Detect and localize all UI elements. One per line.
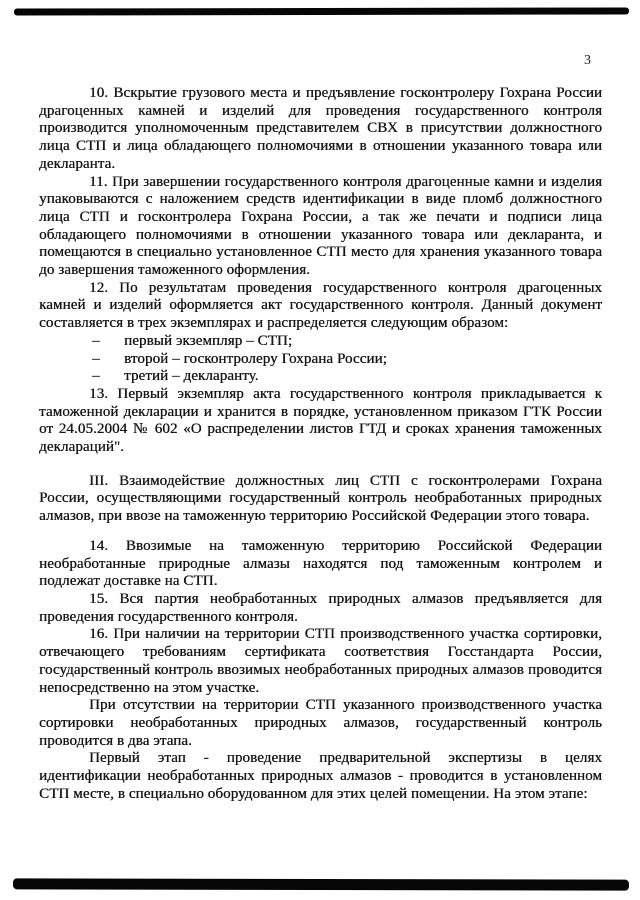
list-item-text: третий – декларанту. (124, 368, 259, 385)
paragraph: 10. Вскрытие грузового места и предъявление госконтролеру Гохрана России драгоценных камней и изделий для проведения государственного контроля производится уполномоченным представителем СВХ в присутствии должностного лица СТП и лица обладающего полномочиями в отношении указанного товара или декларанта. (39, 85, 602, 172)
paragraph: 16. При наличии на территории СТП производственного участка сортировки, отвечающего требованиям сертификата соответствия Госстандарта России, государственный контроль ввозимых необработанных природных алмазов проводится непосредственно на этом участке. (39, 626, 602, 696)
page-number: 3 (584, 53, 591, 68)
paragraph: 14. Ввозимые на таможенную территорию Российской Федерации необработанные природные алмазы находятся под таможенным контролем и подлежат доставке на СТП. (39, 537, 602, 590)
list-item (39, 333, 602, 351)
paragraph: 15. Вся партия необработанных природных алмазов предъявляется для проведения государственного контроля. (39, 590, 602, 625)
paragraph: 13. Первый экземпляр акта государственного контроля прикладывается к таможенной декларации и хранится в порядке, установленном приказом ГТК России от 24.05.2004 № 602 «О распределении листов ГТД и сроках хранения таможенных деклараций". (39, 385, 602, 456)
list-item-dash: – (92, 350, 100, 367)
scan-artifact-bottom-bar (13, 878, 629, 890)
list-item (39, 351, 602, 369)
paragraph: 12. По результатам проведения государственного контроля драгоценных камней и изделий оформляется акт государственного контроля. Данный документ составляется в трех экземплярах и распределяется следующим образом: (39, 279, 602, 332)
list-item-dash: – (92, 368, 100, 385)
paragraph: Первый этап - проведение предварительной экспертизы в целях идентификации необработанных природных алмазов - проводится в установленном СТП месте, в специально оборудованном для этих целей помещении. На этом этапе: (39, 750, 602, 802)
list-item-text: первый экземпляр – СТП; (124, 332, 293, 349)
section-heading: III. Взаимодействие должностных лиц СТП с госконтролерами Гохрана России, осуществляющими государственный контроль необработанных природных алмазов, при ввозе на таможенную территорию Российской Федерации этого товара. (39, 472, 602, 525)
document-body (39, 85, 602, 803)
list-item (39, 368, 602, 386)
paragraph: При отсутствии на территории СТП указанного производственного участка сортировки необработанных природных алмазов, государственный контроль проводится в два этапа. (39, 697, 602, 749)
paragraph: 11. При завершении государственного контроля драгоценные камни и изделия упаковываются с наложением средств идентификации в виде пломб должностного лица СТП и госконтролера Гохрана России, а так же печати и подписи лица обладающего полномочиями в отношении указанного товара или декларанта, и помещаются в специально установленное СТП место для хранения указанного товара до завершения таможенного оформления. (39, 173, 602, 279)
list-item-dash: – (92, 332, 100, 349)
scan-artifact-top-bar (14, 7, 629, 15)
list-item-text: второй – госконтролеру Гохрана России; (124, 350, 387, 367)
